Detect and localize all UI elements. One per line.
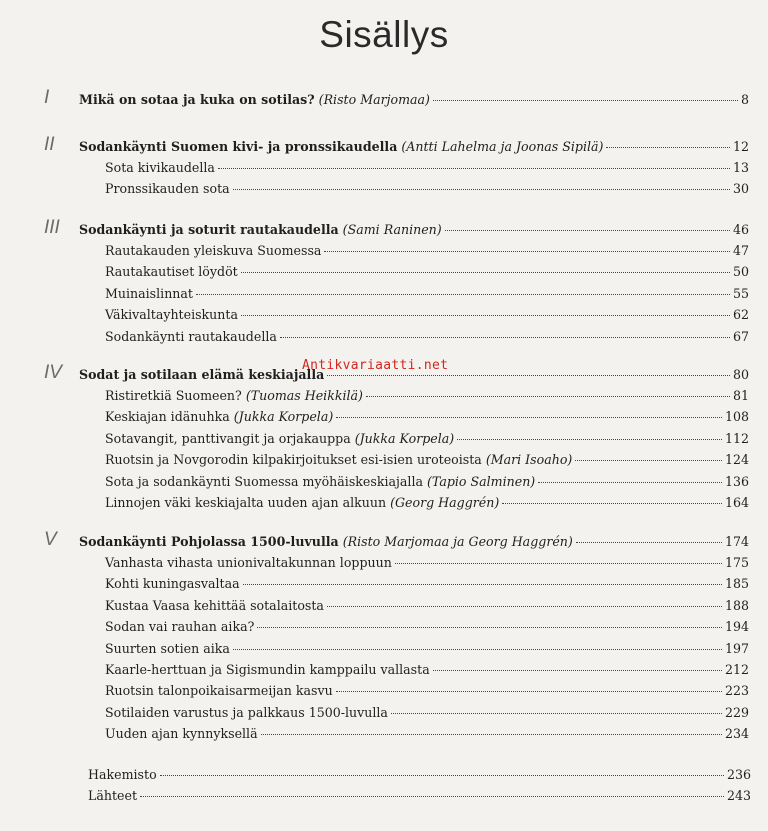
page-number: 13 (732, 160, 749, 175)
page-number: 55 (732, 285, 749, 301)
chapter-title: Mikä on sotaa ja kuka on sotilas? (79, 92, 315, 107)
dot-leader (606, 147, 729, 148)
appendix-entry[interactable] (88, 786, 751, 806)
page-number: 80 (732, 367, 749, 382)
dot-leader (233, 649, 722, 650)
page-number: 174 (724, 534, 749, 549)
entry-title (79, 90, 315, 110)
chapter-row[interactable] (79, 90, 749, 110)
dot-leader (457, 439, 722, 440)
entry-title: Hakemisto (88, 767, 157, 782)
entry-title: Sotilaiden varustus ja palkkaus 1500-luvulla (105, 704, 388, 720)
page-number: 46 (732, 222, 749, 237)
toc-entry[interactable] (105, 158, 749, 178)
page-number: 8 (740, 92, 749, 107)
toc-entry[interactable] (105, 703, 749, 723)
entry-title: Rautakautiset löydöt (105, 264, 238, 280)
dot-leader (324, 251, 730, 252)
page-number: 108 (724, 409, 749, 425)
dot-leader (218, 168, 730, 169)
page-number: 124 (724, 452, 749, 468)
chapter-title: Sodat ja sotilaan elämä keskiajalla (79, 367, 325, 382)
entry-title (79, 365, 324, 385)
toc-entry[interactable] (105, 724, 749, 744)
dot-leader (160, 775, 724, 776)
page-number: 194 (724, 619, 749, 635)
toc-entry[interactable] (105, 617, 749, 637)
entry-author: (Jukka Korpela) (354, 430, 455, 446)
appendix-entry[interactable] (88, 765, 751, 785)
page-number: 188 (724, 597, 749, 613)
dot-leader (391, 713, 722, 714)
toc-entry[interactable] (105, 493, 749, 513)
entry-author: (Jukka Korpela) (233, 409, 334, 425)
entry-title: Kaarle-herttuan ja Sigismundin kamppailu vallasta (105, 662, 430, 677)
toc-entry[interactable] (105, 450, 749, 470)
entry-title: Pronssikauden sota (105, 181, 230, 197)
entry-author: (Risto Marjomaa ja Georg Haggrén) (342, 534, 573, 549)
entry-author: (Sami Raninen) (342, 222, 442, 237)
toc-entry[interactable] (105, 660, 749, 680)
page-number: 47 (732, 243, 749, 258)
dot-leader (336, 691, 722, 692)
page-number: 197 (724, 640, 749, 656)
dot-leader (261, 734, 722, 735)
page-number: 81 (732, 388, 749, 403)
dot-leader (243, 584, 722, 585)
dot-leader (366, 396, 730, 397)
dot-leader (395, 563, 722, 564)
entry-title (79, 532, 339, 552)
chapter-numeral: IV (44, 362, 62, 383)
dot-leader (280, 337, 730, 338)
entry-title (79, 220, 339, 240)
toc-entry[interactable] (105, 472, 749, 492)
entry-title: Linnojen väki keskiajalta uuden ajan alkuun (105, 495, 387, 510)
page-number: 212 (724, 662, 749, 677)
toc-entry[interactable] (105, 639, 749, 659)
entry-title: Suurten sotien aika (105, 640, 230, 656)
entry-author: (Antti Lahelma ja Joonas Sipilä) (401, 139, 604, 154)
dot-leader (575, 460, 722, 461)
page-number: 243 (726, 788, 751, 803)
entry-title: Uuden ajan kynnyksellä (105, 726, 258, 742)
toc-entry[interactable] (105, 241, 749, 261)
dot-leader (445, 230, 730, 231)
toc-entry[interactable] (105, 681, 749, 701)
entry-title: Väkivaltayhteiskunta (105, 307, 238, 323)
toc-entry[interactable] (105, 429, 749, 449)
dot-leader (233, 189, 730, 190)
toc-entry[interactable] (105, 574, 749, 594)
chapter-row[interactable] (79, 532, 749, 552)
page-number: 30 (732, 181, 749, 197)
toc-entry[interactable] (105, 596, 749, 616)
toc-entry[interactable] (105, 553, 749, 573)
page-number: 229 (724, 704, 749, 720)
entry-title: Ruotsin talonpoikaisarmeijan kasvu (105, 683, 333, 699)
dot-leader (576, 542, 722, 543)
dot-leader (433, 670, 722, 671)
page-number: 234 (724, 726, 749, 742)
chapter-title: Sodankäynti ja soturit rautakaudella (79, 222, 339, 237)
entry-title: Kohti kuningasvaltaa (105, 576, 240, 592)
toc-entry[interactable] (105, 386, 749, 406)
entry-title: Ristiretkiä Suomeen? (105, 388, 242, 403)
dot-leader (140, 796, 724, 797)
entry-author: (Mari Isoaho) (485, 452, 573, 468)
entry-title: Sota ja sodankäynti Suomessa myöhäiskeskiajalla (105, 473, 423, 489)
chapter-numeral: I (44, 87, 50, 108)
page-title: Sisällys (319, 14, 449, 55)
chapter-row[interactable] (79, 137, 749, 157)
chapter-title: Sodankäynti Pohjolassa 1500-luvulla (79, 534, 339, 549)
dot-leader (257, 627, 722, 628)
toc-entry[interactable] (105, 179, 749, 199)
page-number: 67 (732, 328, 749, 344)
toc-entry[interactable] (105, 327, 749, 347)
toc-entry[interactable] (105, 262, 749, 282)
chapter-numeral: II (44, 134, 55, 155)
dot-leader (327, 375, 730, 376)
dot-leader (241, 315, 730, 316)
entry-title: Sota kivikaudella (105, 160, 215, 175)
chapter-title: Sodankäynti Suomen kivi- ja pronssikaudella (79, 139, 398, 154)
dot-leader (327, 606, 722, 607)
entry-title: Rautakauden yleiskuva Suomessa (105, 243, 322, 258)
dot-leader (241, 272, 730, 273)
page-number: 175 (724, 555, 749, 570)
entry-title (79, 137, 397, 157)
chapter-numeral: III (44, 217, 60, 238)
entry-title: Kustaa Vaasa kehittää sotalaitosta (105, 597, 324, 613)
toc-entry[interactable] (105, 407, 749, 427)
entry-title: Sodan vai rauhan aika? (105, 619, 255, 635)
page-number: 236 (726, 767, 751, 782)
entry-author: (Risto Marjomaa) (318, 92, 430, 107)
entry-title: Vanhasta vihasta unionivaltakunnan loppuun (105, 555, 392, 570)
watermark-text: Antikvariaatti.net (302, 358, 449, 373)
dot-leader (538, 482, 722, 483)
entry-title: Lähteet (88, 788, 138, 803)
entry-title: Ruotsin ja Novgorodin kilpakirjoitukset esi-isien uroteoista (105, 452, 482, 468)
page-number: 136 (724, 473, 749, 489)
page-number: 50 (732, 264, 749, 280)
entry-author: (Georg Haggrén) (390, 495, 500, 510)
entry-title: Sodankäynti rautakaudella (105, 328, 277, 344)
chapter-row[interactable] (79, 220, 749, 240)
entry-title: Muinaislinnat (105, 285, 193, 301)
page-number: 112 (724, 430, 749, 446)
toc-entry[interactable] (105, 284, 749, 304)
entry-author: (Tapio Salminen) (426, 473, 536, 489)
entry-author: (Tuomas Heikkilä) (245, 388, 363, 403)
page-number: 62 (732, 307, 749, 323)
dot-leader (433, 100, 738, 101)
dot-leader (336, 417, 722, 418)
dot-leader (502, 503, 722, 504)
chapter-numeral: V (44, 529, 57, 550)
entry-title: Keskiajan idänuhka (105, 409, 230, 425)
page-number: 12 (732, 139, 749, 154)
page-number: 164 (724, 495, 749, 510)
dot-leader (196, 294, 730, 295)
entry-title: Sotavangit, panttivangit ja orjakauppa (105, 430, 351, 446)
toc-entry[interactable] (105, 305, 749, 325)
page-number: 223 (724, 683, 749, 699)
page-number: 185 (724, 576, 749, 592)
